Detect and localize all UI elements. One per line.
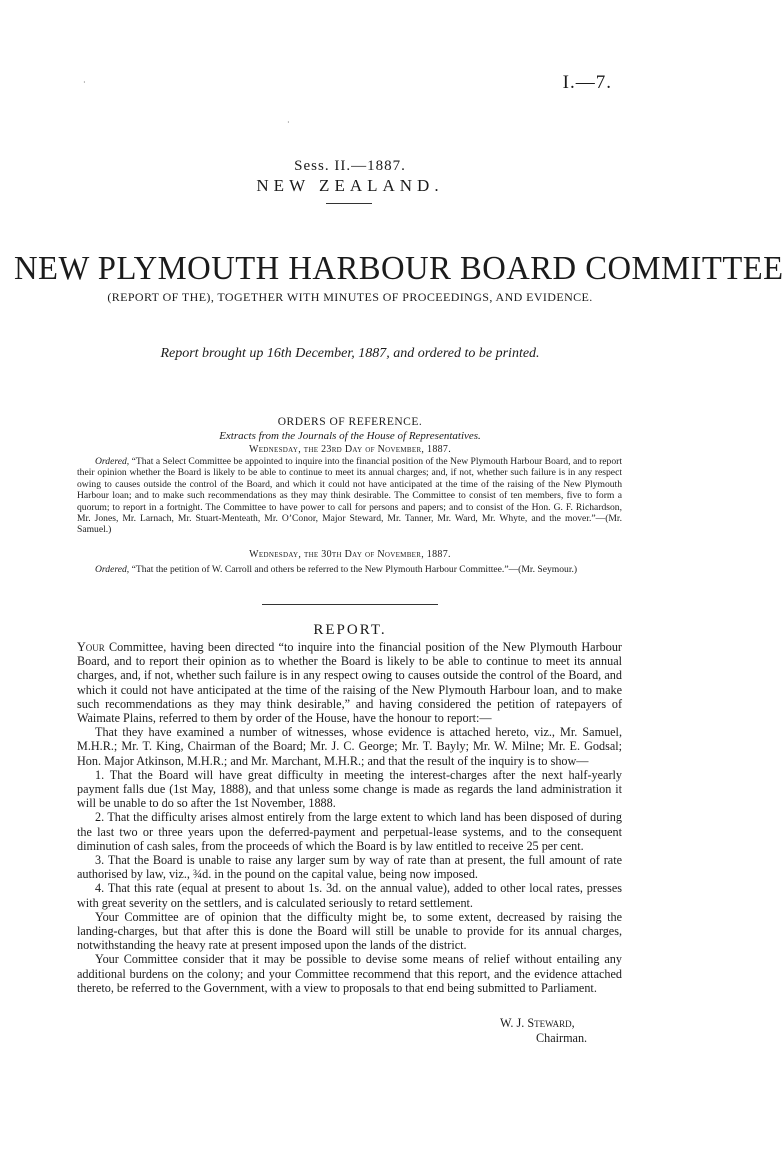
order-text-2: “That the petition of W. Carroll and others be referred to the New Plymouth Harbour Committee.”—(Mr. Seymour.) bbox=[129, 564, 578, 575]
order-text-1: “That a Select Committee be appointed to inquire into the financial position of the New Plymouth Harbour Board, and to report their opinion whether the Board is likely to be able to continue to meet its annual charges; and, if not, whether such failure is in any respect owing to causes outside the control of the Board, and which it could not have anticipated at the time of the raising of the New Plymouth Harbour loan; and to make such recommendations as they may think desirable. The Committee to consist of ten members, five to form a quorum; to report in a fortnight. The Committee to have power to call for persons and papers; and to consist of the Hon. G. F. Richardson, Mr. Jones, Mr. Larnach, Mr. Stuart-Menteath, Mr. O’Conor, Major Steward, Mr. Tanner, Mr. Ward, Mr. Whyte, and the mover.”—(Mr. Samuel.) bbox=[77, 456, 622, 536]
page-reference: I.—7. bbox=[562, 72, 612, 93]
finding-2: 2. That the difficulty arises almost entirely from the large extent to which land has been disposed of during the last two or three years upon the deferred-payment and perpetual-lease systems, and to the consequent diminution of cash sales, from the proceeds of which the Board is by law entitled to receive 25 per cent. bbox=[77, 810, 622, 853]
report-divider bbox=[262, 604, 438, 605]
order-lead-1: Ordered, bbox=[95, 456, 130, 467]
document-subtitle: (REPORT OF THE), TOGETHER WITH MINUTES OF PROCEEDINGS, AND EVIDENCE. bbox=[107, 290, 593, 304]
report-heading: REPORT. bbox=[313, 622, 387, 638]
order-paragraph-1 bbox=[77, 456, 622, 536]
order-paragraph-2 bbox=[77, 564, 622, 575]
report-intro-text: Committee, having been directed “to inquire into the financial position of the New Plymouth Harbour Board, and to report their opinion as to whether the Board is likely to be able to continue to meet its annual charges, and, if not, whether such failure is in any respect owing to causes outside the control of the Board, and which it could not have anticipated at the time of the raising of the New Plymouth Harbour loan, and to make such recommendations as they may think desirable,” and having considered the petition of ratepayers of Waimate Plains, referred to them by order of the House, have the honour to report:— bbox=[77, 640, 622, 726]
signature-block bbox=[500, 1016, 660, 1045]
signatory-title: Chairman. bbox=[536, 1030, 588, 1045]
committee-recommendation: Your Committee consider that it may be possible to devise some means of relief without entailing any additional burdens on the colony; and your Committee recommend that this report, and the evidence attached thereto, be referred to the Government, with a view to proposals to that end being submitted to Parliament. bbox=[77, 952, 622, 995]
session-line: Sess. II.—1887. bbox=[294, 158, 406, 174]
order-date-2: Wednesday, the 30th Day of November, 1887. bbox=[249, 549, 451, 560]
finding-4: 4. That this rate (equal at present to about 1s. 3d. on the annual value), added to other local rates, presses with great severity on the settlers, and is calculated seriously to retard settlement. bbox=[77, 881, 622, 910]
committee-opinion: Your Committee are of opinion that the difficulty might be, to some extent, decreased by raising the landing-charges, but that after this is done the Board will still be unable to provide for its annual charges, notwithstanding the heavy rate at present imposed upon the lands of the district. bbox=[77, 909, 622, 953]
order-date-1: Wednesday, the 23rd Day of November, 1887. bbox=[248, 444, 452, 455]
journal-extracts-line: Extracts from the Journals of the House of Representatives. bbox=[219, 430, 481, 442]
finding-3: 3. That the Board is unable to raise any larger sum by way of rate than at present, the full amount of rate authorised by law, viz., ¾d. in the pound on the capital value, being now imposed. bbox=[77, 853, 622, 882]
title-divider bbox=[326, 203, 372, 204]
report-body bbox=[77, 640, 622, 995]
report-witnesses: That they have examined a number of witnesses, whose evidence is attached hereto, viz., Mr. Samuel, M.H.R.; Mr. T. King, Chairman of the Board; Mr. J. C. George; Mr. T. Bayly; Mr. W. Milne; Mr. E. Godsal; Hon. Major Atkinson, M.H.R.; and Mr. Marchant, M.H.R.; and that the result of the inquiry is to show— bbox=[77, 725, 622, 768]
report-note: Report brought up 16th December, 1887, and ordered to be printed. bbox=[160, 346, 540, 361]
paper-speck: · bbox=[83, 78, 86, 87]
country-heading: NEW ZEALAND. bbox=[256, 176, 444, 195]
paper-speck: · bbox=[287, 118, 290, 127]
report-intro-lead: Your bbox=[77, 640, 105, 654]
order-lead-2: Ordered, bbox=[95, 564, 130, 575]
orders-heading: ORDERS OF REFERENCE. bbox=[277, 416, 423, 428]
document-title: NEW PLYMOUTH HARBOUR BOARD COMMITTEE bbox=[14, 250, 784, 287]
signatory-name: W. J. Steward, bbox=[500, 1016, 575, 1030]
finding-1: 1. That the Board will have great difficulty in meeting the interest-charges after the next half-yearly payment falls due (1st May, 1888), and that unless some change is made as regards the land administration it will be unable to do so after the 1st November, 1888. bbox=[77, 767, 622, 811]
report-intro bbox=[77, 640, 622, 725]
